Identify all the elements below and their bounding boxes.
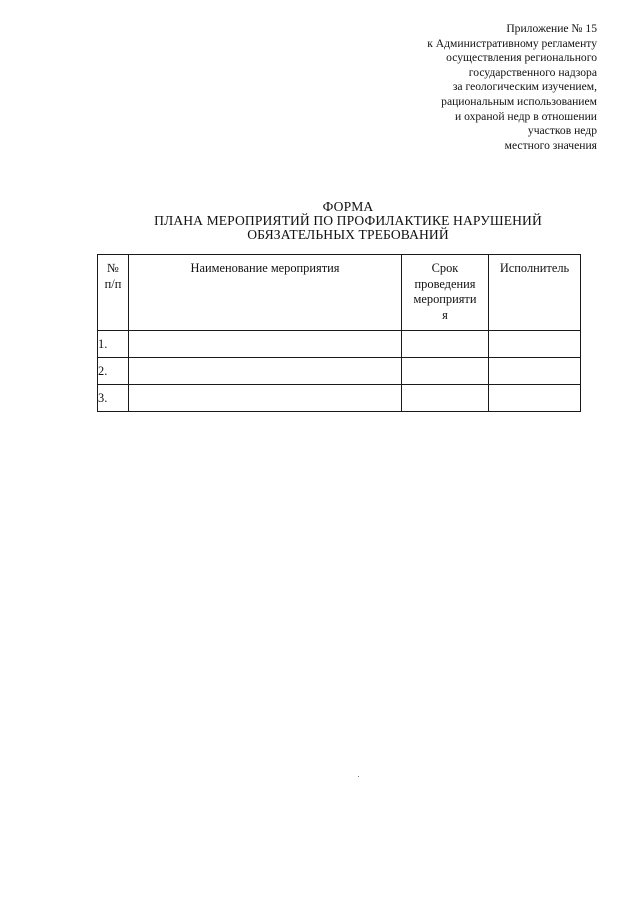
row-number: 2.	[98, 358, 129, 385]
appendix-line: государственного надзора	[468, 65, 597, 79]
appendix-line: Приложение № 15	[506, 22, 597, 35]
row-event-name	[129, 385, 402, 412]
row-term	[402, 385, 489, 412]
header-number-line: №	[107, 261, 119, 275]
row-event-name	[129, 331, 402, 358]
events-plan-table	[97, 254, 581, 412]
appendix-line: местного значения	[504, 138, 597, 152]
appendix-line: за геологическим изучением,	[452, 80, 597, 94]
row-event-name	[129, 358, 402, 385]
title-line: ПЛАНА МЕРОПРИЯТИЙ ПО ПРОФИЛАКТИКЕ НАРУШЕНИЙ	[154, 213, 542, 228]
header-term	[402, 255, 489, 331]
appendix-line: рациональным использованием	[441, 94, 597, 108]
table-row	[98, 385, 581, 412]
appendix-header	[337, 22, 597, 153]
header-term-line: мероприяти	[413, 292, 477, 306]
appendix-line: и охраной недр в отношении	[454, 109, 597, 123]
row-executor	[489, 358, 581, 385]
row-number: 1.	[98, 331, 129, 358]
row-executor	[489, 331, 581, 358]
row-number: 3.	[98, 385, 129, 412]
header-term-line: Срок	[431, 261, 459, 275]
header-event-name: Наименование мероприятия	[129, 255, 402, 331]
title-line: ОБЯЗАТЕЛЬНЫХ ТРЕБОВАНИЙ	[247, 227, 449, 242]
scan-speck	[358, 776, 359, 777]
appendix-line: осуществления регионального	[446, 51, 597, 65]
table-row	[98, 331, 581, 358]
appendix-line: участков недр	[527, 124, 597, 138]
row-term	[402, 331, 489, 358]
document-title	[98, 200, 598, 242]
header-number-line: п/п	[104, 276, 122, 291]
table-header-row	[98, 255, 581, 331]
header-executor: Исполнитель	[489, 255, 581, 331]
appendix-line: к Административному регламенту	[427, 36, 597, 50]
title-form-label: ФОРМА	[322, 199, 374, 214]
header-number	[98, 255, 129, 331]
header-term-line: я	[442, 307, 448, 322]
row-term	[402, 358, 489, 385]
row-executor	[489, 385, 581, 412]
table-row	[98, 358, 581, 385]
header-term-line: проведения	[414, 276, 476, 291]
